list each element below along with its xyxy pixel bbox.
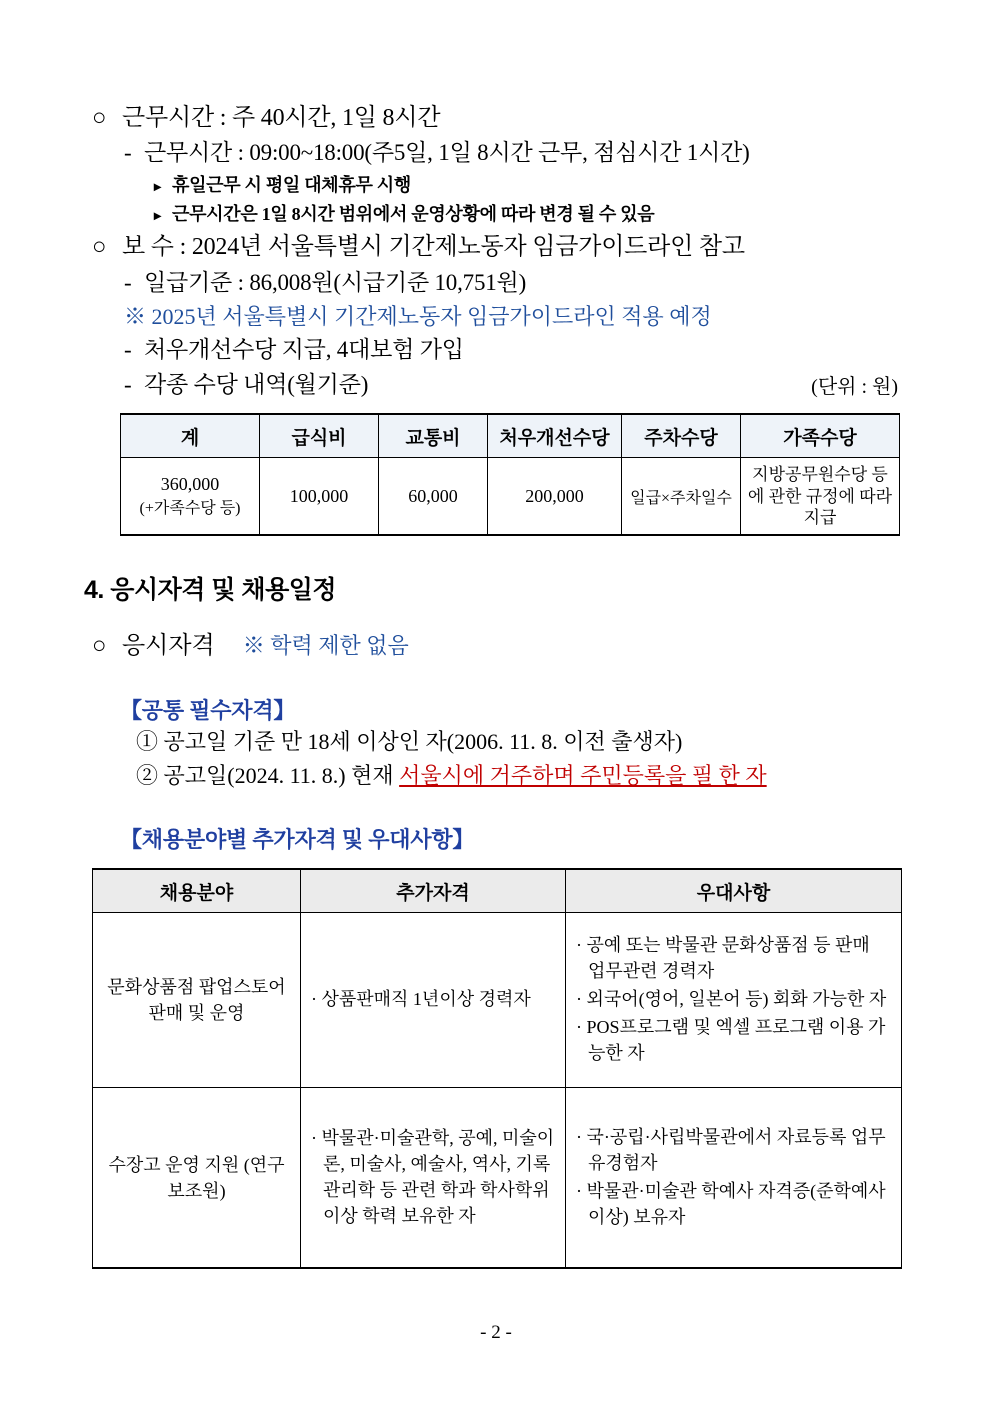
pay-guideline-note: ※ 2025년 서울특별시 기간제노동자 임금가이드라인 적용 예정 bbox=[124, 304, 712, 330]
circle-marker-icon: ○ bbox=[92, 234, 107, 261]
circle-marker-icon: ○ bbox=[92, 633, 107, 659]
dash-marker-icon: - bbox=[124, 371, 132, 397]
col-parking: 주차수당 bbox=[622, 414, 741, 458]
requirement-2-highlight: 서울시에 거주하며 주민등록을 필 한 자 bbox=[399, 763, 767, 789]
pay-table-unit: (단위 : 원) bbox=[811, 376, 898, 399]
requirement-2-number: ② bbox=[136, 763, 159, 789]
list-item: · 박물관·미술관학, 공예, 미술이론, 미술사, 예술사, 역사, 기록관리학 등 관련 학과 학사학위 이상 학력 보유한 자 bbox=[311, 1127, 555, 1226]
cell-meal: 100,000 bbox=[260, 458, 379, 535]
col-total: 계 bbox=[121, 414, 260, 458]
col-field: 채용분야 bbox=[93, 869, 301, 913]
dash-marker-icon: - bbox=[124, 337, 132, 363]
col-improvement: 처우개선수당 bbox=[488, 414, 622, 458]
work-hours-sub bbox=[124, 136, 902, 171]
cell-family: 지방공무원수당 등에 관한 규정에 따라 지급 bbox=[741, 458, 900, 535]
table-header-row bbox=[93, 869, 902, 913]
work-hours-bullet-1 bbox=[154, 171, 902, 200]
work-hours-bullet-2 bbox=[154, 200, 902, 229]
triangle-bullet-icon: ▸ bbox=[154, 179, 161, 195]
pay-heading-text: 보 수 : 2024년 서울특별시 기간제노동자 임금가이드라인 참고 bbox=[122, 234, 745, 261]
pay-heading bbox=[92, 229, 902, 265]
list-item: · 공예 또는 박물관 문화상품점 등 판매 업무관련 경력자 bbox=[576, 934, 870, 982]
list-item: · 국·공립·사립박물관에서 자료등록 업무 유경험자 bbox=[576, 1126, 886, 1173]
qualification-table bbox=[92, 868, 902, 1269]
allowance-table bbox=[120, 413, 900, 536]
eligibility-label: 응시자격 bbox=[122, 633, 215, 659]
cell-preferred-1 bbox=[566, 913, 902, 1088]
document-content bbox=[84, 100, 902, 1269]
pay-benefits-text: 처우개선수당 지급, 4대보험 가입 bbox=[144, 337, 464, 363]
cell-preferred-2 bbox=[566, 1088, 902, 1269]
table-row bbox=[121, 458, 900, 535]
dash-marker-icon: - bbox=[124, 269, 132, 295]
pay-benefits-line bbox=[124, 333, 902, 368]
common-requirements-title: 【공통 필수자격】 bbox=[120, 698, 296, 723]
extra-list-1 bbox=[311, 986, 555, 1012]
col-family: 가족수당 bbox=[741, 414, 900, 458]
requirement-1-number: ① bbox=[136, 729, 159, 754]
col-extra: 추가자격 bbox=[301, 869, 566, 913]
list-item: · 박물관·미술관 학예사 자격증(준학예사 이상) 보유자 bbox=[576, 1180, 886, 1227]
list-item: · 외국어(영어, 일본어 등) 회화 가능한 자 bbox=[576, 989, 887, 1010]
page-number: - 2 - bbox=[480, 1322, 512, 1343]
cell-field-2: 수장고 운영 지원 (연구보조원) bbox=[93, 1088, 301, 1269]
cell-total bbox=[121, 458, 260, 535]
col-meal: 급식비 bbox=[260, 414, 379, 458]
work-hours-bullet-1-text: 휴일근무 시 평일 대체휴무 시행 bbox=[172, 174, 411, 195]
pay-daily-line bbox=[124, 266, 902, 301]
extra-requirements-title: 【채용분야별 추가자격 및 우대사항】 bbox=[120, 827, 475, 853]
cell-total-note: (+가족수당 등) bbox=[139, 500, 241, 518]
table-row bbox=[93, 913, 902, 1088]
circle-marker-icon: ○ bbox=[92, 105, 107, 131]
eligibility-line bbox=[92, 628, 902, 664]
cell-field-1: 문화상품점 팝업스토어 판매 및 운영 bbox=[93, 913, 301, 1088]
col-transport: 교통비 bbox=[379, 414, 488, 458]
list-item: · POS프로그램 및 엑셀 프로그램 이용 가능한 자 bbox=[576, 1017, 886, 1064]
table-header-row bbox=[121, 414, 900, 458]
work-hours-sub-text: 근무시간 : 09:00~18:00(주5일, 1일 8시간 근무, 점심시간 1시간) bbox=[144, 140, 750, 166]
eligibility-note: ※ 학력 제한 없음 bbox=[242, 633, 409, 658]
cell-parking: 일급×주차일수 bbox=[622, 458, 741, 535]
triangle-bullet-icon: ▸ bbox=[154, 209, 161, 225]
cell-extra-2 bbox=[301, 1088, 566, 1269]
col-preferred: 우대사항 bbox=[566, 869, 902, 913]
work-hours-heading-text: 근무시간 : 주 40시간, 1일 8시간 bbox=[122, 105, 441, 131]
requirement-item-2 bbox=[136, 759, 902, 793]
pay-daily-text: 일급기준 : 86,008원(시급기준 10,751원) bbox=[144, 269, 527, 295]
table-row bbox=[93, 1088, 902, 1269]
work-hours-bullet-2-text: 근무시간은 1일 8시간 범위에서 운영상황에 따라 변경 될 수 있음 bbox=[172, 204, 655, 225]
cell-transport: 60,000 bbox=[379, 458, 488, 535]
work-hours-heading bbox=[92, 100, 902, 136]
dash-marker-icon: - bbox=[124, 140, 132, 166]
cell-total-value: 360,000 bbox=[160, 474, 220, 495]
section-4-title: 4. 응시자격 및 채용일정 bbox=[84, 576, 337, 604]
requirement-2-text: 공고일(2024. 11. 8.) 현재 bbox=[163, 763, 400, 789]
pay-allowance-text: 각종 수당 내역(월기준) bbox=[144, 371, 369, 397]
requirement-item-1 bbox=[136, 725, 902, 759]
cell-improvement: 200,000 bbox=[488, 458, 622, 535]
cell-extra-1 bbox=[301, 913, 566, 1088]
preferred-list-1 bbox=[576, 932, 891, 1066]
extra-list-2 bbox=[311, 1125, 555, 1229]
requirement-1-text: 공고일 기준 만 18세 이상인 자(2006. 11. 8. 이전 출생자) bbox=[163, 729, 683, 754]
list-item: · 상품판매직 1년이상 경력자 bbox=[311, 989, 531, 1010]
preferred-list-2 bbox=[576, 1124, 891, 1230]
